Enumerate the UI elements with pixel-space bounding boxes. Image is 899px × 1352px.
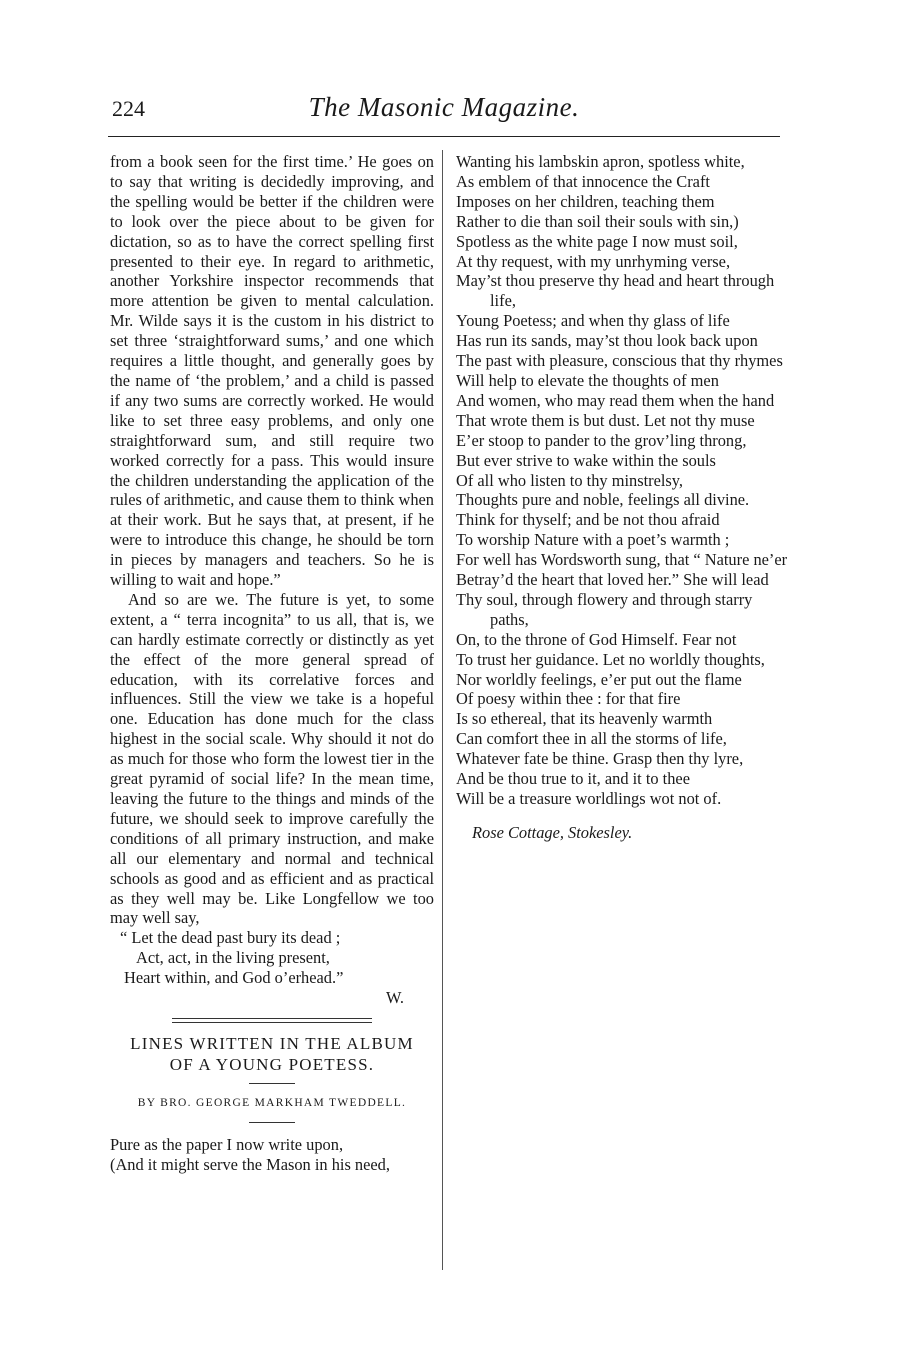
quote-line: “ Let the dead past bury its dead ; — [120, 928, 341, 948]
running-title: The Masonic Magazine. — [308, 92, 580, 122]
column-divider — [442, 150, 443, 1270]
verse-line: Is so ethereal, that its heavenly warmth — [456, 709, 713, 729]
verse-line: May’st thou preserve thy head and heart through life, — [456, 271, 775, 311]
header-rule — [108, 136, 780, 137]
verse-line: Rather to die than soil their souls with sin,) — [456, 211, 739, 231]
paragraph: And so are we. The future is yet, to some extent, a “ terra incognita” to us all, that is, we can hardly estimate correctly or distinctly as yet the effect of the more general spread of education, with its correlative forces and influences. Still the view we take is a hopeful one. Education has done much for the class highest in the social scale. Why should it not do as much for those who form the lowest tier in the great pyramid of social life? In the mean time, leaving the future to the things and minds of the future, we should seek to improve carefully the conditions of all primary instruction, and make all our elementary and normal and technical schools as good and as efficient and as practical as they well may be. Like Longfellow we too may well say, — [110, 589, 434, 928]
verse-line: Spotless as the white page I now must soil, — [456, 231, 738, 251]
quote-line: Heart within, and God o’erhead.” — [124, 968, 344, 988]
verse-line: Has run its sands, may’st thou look back upon — [456, 331, 758, 351]
verse-line: As emblem of that innocence the Craft — [456, 171, 710, 191]
poem-title — [110, 1033, 434, 1075]
byline-rule — [249, 1122, 295, 1123]
verse-line: The past with pleasure, conscious that thy rhymes — [456, 351, 783, 371]
verse-line: (And it might serve the Mason in his need, — [110, 1154, 390, 1174]
signature: W. — [385, 988, 404, 1008]
verse-line: But ever strive to wake within the souls — [456, 450, 716, 470]
quote-line: Act, act, in the living present, — [136, 948, 330, 968]
verse-line: Betray’d the heart that loved her.” She will lead — [456, 570, 769, 590]
poem-title-line: LINES WRITTEN IN THE ALBUM — [130, 1033, 414, 1053]
verse-line: And be thou true to it, and it to thee — [456, 769, 690, 789]
verse-line: Will help to elevate the thoughts of men — [456, 370, 719, 390]
verse-line: That wrote them is but dust. Let not thy muse — [456, 410, 755, 430]
verse-line: Imposes on her children, teaching them — [456, 191, 715, 211]
place-signature: Rose Cottage, Stokesley. — [472, 822, 633, 842]
verse-line: Thy soul, through flowery and through starry paths, — [456, 589, 753, 629]
poem-verse-left — [110, 1135, 434, 1175]
poem-title-line: OF A YOUNG POETESS. — [169, 1054, 375, 1074]
title-rule — [249, 1083, 295, 1084]
verse-line: Wanting his lambskin apron, spotless white, — [456, 152, 745, 171]
verse-line: Nor worldly feelings, e’er put out the flame — [456, 669, 742, 689]
verse-line: Pure as the paper I now write upon, — [110, 1134, 344, 1154]
poem-verse-right — [456, 152, 788, 809]
section-divider — [172, 1018, 372, 1023]
verse-line: To worship Nature with a poet’s warmth ; — [456, 530, 730, 550]
byline: BY BRO. GEORGE MARKHAM TWEDDELL. — [137, 1096, 407, 1109]
verse-line: Young Poetess; and when thy glass of life — [456, 311, 730, 331]
verse-line: Of all who listen to thy minstrelsy, — [456, 470, 684, 490]
paragraph: from a book seen for the first time.’ He goes on to say that writing is decidedly improving, and the spelling would be better if the children were to look over the piece about to be given for dictation, so as to have the correct spelling first presented to their eye. In regard to arithmetic, another Yorkshire inspector recommends that more attention be given to mental calculation. Mr. Wilde says it is the custom in his district to set three ‘straightforward sums,’ and one which requires a little thought, and generally goes by the name of ‘the problem,’ and a child is passed if any two sums are correctly worked. He would like to set three easy problems, and only one straightforward sum, and still require two worked correctly for a pass. This would insure the children understanding the application of the rules of arithmetic, and cause them to think when at their work. But he says that, at present, if he were to introduce this change, he should be torn in pieces by managers and teachers. So he is willing to wait and hope.” — [110, 152, 434, 590]
left-column — [110, 152, 434, 1175]
verse-line: To trust her guidance. Let no worldly thoughts, — [456, 649, 765, 669]
verse-line: Can comfort thee in all the storms of life, — [456, 729, 727, 749]
page-number: 224 — [112, 96, 145, 121]
article-text — [110, 152, 434, 928]
verse-line: E’er stoop to pander to the grov’ling throng, — [456, 430, 747, 450]
verse-line: Will be a treasure worldlings wot not of. — [456, 789, 722, 808]
page-header — [108, 92, 780, 132]
verse-line: Whatever fate be thine. Grasp then thy lyre, — [456, 749, 744, 769]
verse-line: Think for thyself; and be not thou afraid — [456, 510, 720, 530]
longfellow-quote — [110, 928, 434, 988]
verse-line: At thy request, with my unrhyming verse, — [456, 251, 731, 271]
verse-line: And women, who may read them when the hand — [456, 390, 775, 410]
right-column — [456, 152, 788, 843]
verse-line: Thoughts pure and noble, feelings all divine. — [456, 490, 750, 510]
verse-line: For well has Wordsworth sung, that “ Nature ne’er — [456, 550, 788, 570]
verse-line: Of poesy within thee : for that fire — [456, 689, 681, 709]
verse-line: On, to the throne of God Himself. Fear not — [456, 629, 737, 649]
